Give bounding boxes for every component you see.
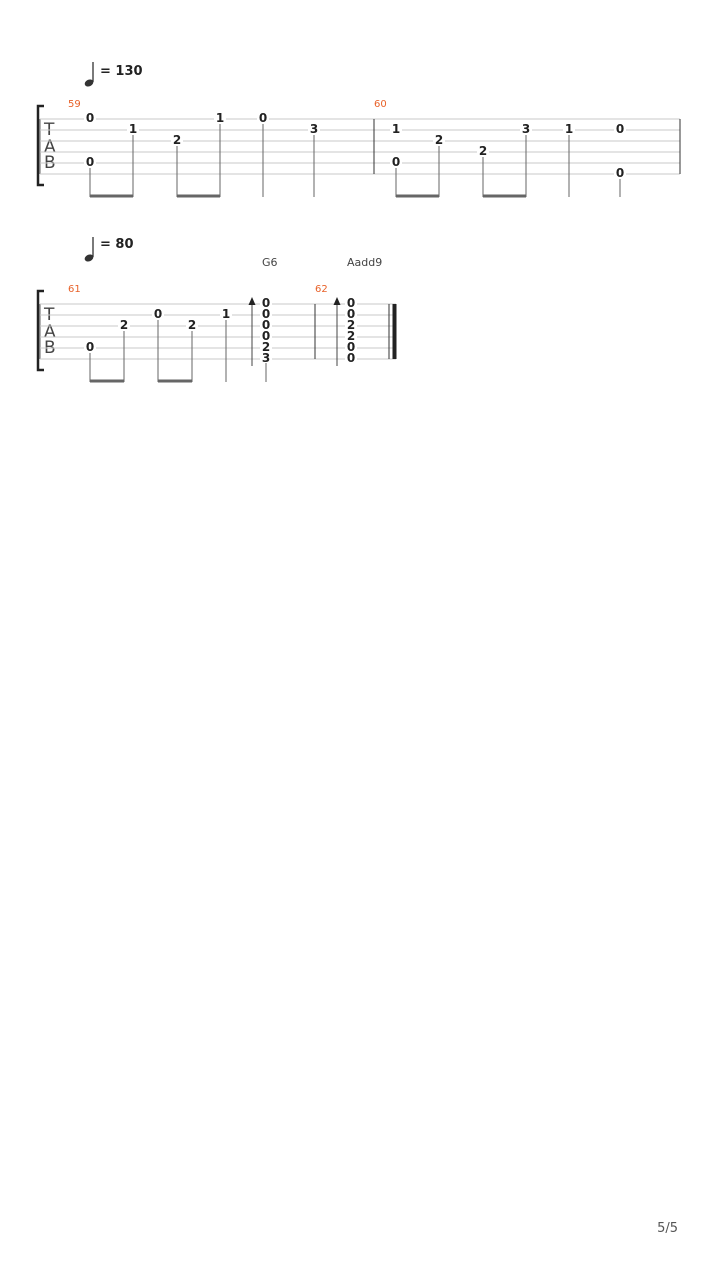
fret-number: 3 xyxy=(521,122,531,136)
page-number: 5/5 xyxy=(657,1221,678,1236)
fret-number: 0 xyxy=(261,296,271,310)
fret-number: 0 xyxy=(153,307,163,321)
tempo-marking xyxy=(84,62,143,88)
measure-60-notes xyxy=(390,122,626,180)
measure-number: 62 xyxy=(315,284,328,295)
fret-number: 3 xyxy=(261,351,271,365)
fret-number: 2 xyxy=(434,133,444,147)
tempo-value: = 130 xyxy=(100,64,143,79)
fret-number: 0 xyxy=(85,155,95,169)
fret-number: 1 xyxy=(221,307,231,321)
fret-number: 0 xyxy=(346,296,356,310)
fret-number: 0 xyxy=(261,307,271,321)
measure-number: 60 xyxy=(374,99,387,110)
fret-number: 2 xyxy=(346,329,356,343)
strum-up-arrow-icon xyxy=(334,297,341,366)
fret-number: 1 xyxy=(391,122,401,136)
fret-number: 0 xyxy=(615,122,625,136)
fret-number: 1 xyxy=(215,111,225,125)
chord-g6-frets xyxy=(260,296,272,365)
note-stems xyxy=(90,123,620,197)
fret-number: 2 xyxy=(119,318,129,332)
chord-name: Aadd9 xyxy=(347,256,383,269)
fret-number: 0 xyxy=(258,111,268,125)
fret-number: 2 xyxy=(172,133,182,147)
measure-number: 59 xyxy=(68,99,81,110)
fret-number: 1 xyxy=(128,122,138,136)
strum-up-arrow-icon xyxy=(249,297,256,366)
measure-number: 61 xyxy=(68,284,81,295)
fret-number: 0 xyxy=(391,155,401,169)
tab-letter-b: B xyxy=(44,153,56,173)
tab-letter-t: T xyxy=(44,305,55,325)
fret-number: 2 xyxy=(187,318,197,332)
tab-letter-b: B xyxy=(44,338,56,358)
fret-number: 0 xyxy=(346,307,356,321)
measure-59-notes xyxy=(84,111,320,169)
chord-name: G6 xyxy=(262,256,278,269)
tab-letter-t: T xyxy=(44,120,55,140)
fret-number: 0 xyxy=(85,340,95,354)
fret-number: 1 xyxy=(564,122,574,136)
fret-number: 0 xyxy=(346,351,356,365)
fret-number: 3 xyxy=(309,122,319,136)
fret-number: 0 xyxy=(261,329,271,343)
fret-number: 2 xyxy=(261,340,271,354)
note-stems xyxy=(90,319,266,382)
tab-letter-a: A xyxy=(44,322,56,342)
fret-number: 0 xyxy=(346,340,356,354)
system-1 xyxy=(38,62,680,197)
fret-number: 0 xyxy=(85,111,95,125)
fret-number: 2 xyxy=(478,144,488,158)
chord-aadd9-frets xyxy=(345,296,357,365)
tab-letter-a: A xyxy=(44,137,56,157)
fret-number: 0 xyxy=(261,318,271,332)
tempo-marking xyxy=(84,237,134,263)
fret-number: 0 xyxy=(615,166,625,180)
fret-number: 2 xyxy=(346,318,356,332)
tempo-value: = 80 xyxy=(100,237,134,252)
system-2 xyxy=(38,237,396,382)
